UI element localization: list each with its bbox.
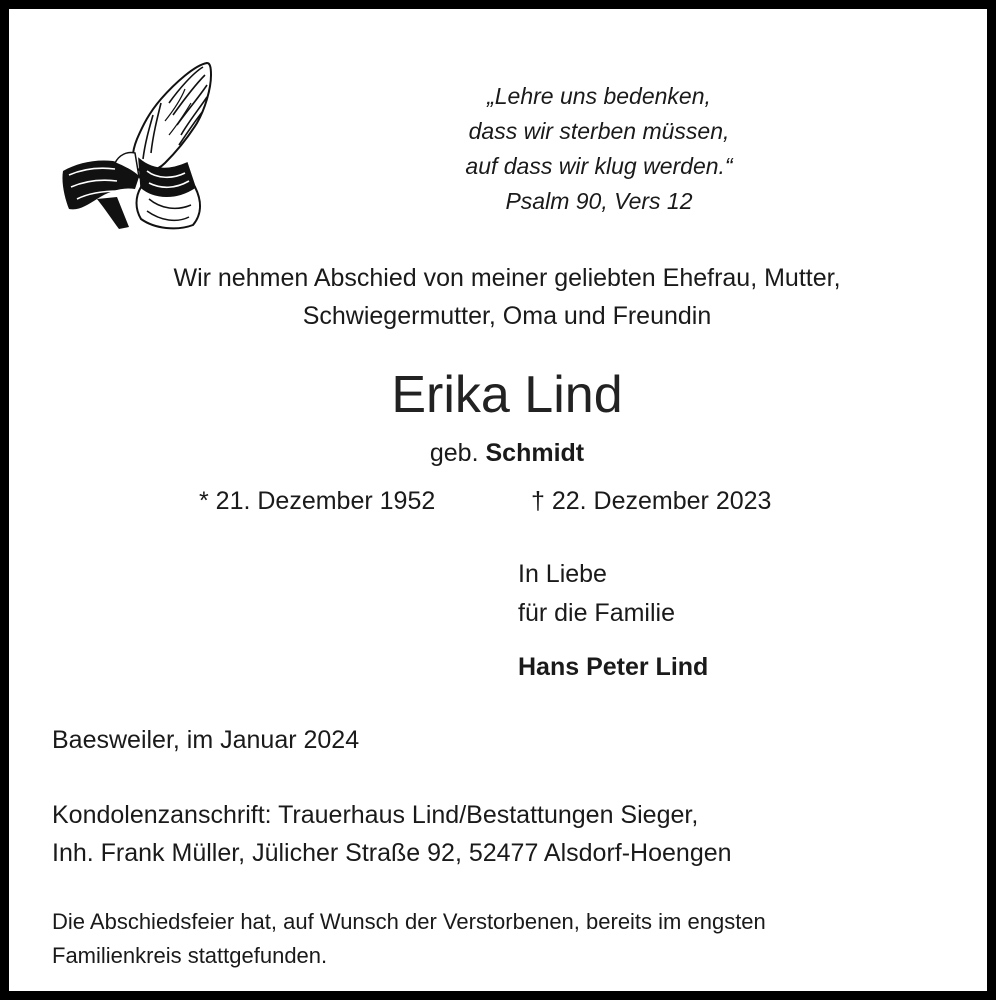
born-prefix: geb. [429,439,479,467]
address-line: Kondolenzanschrift: Trauerhaus Lind/Bestattungen Sieger, [52,801,699,829]
ceremony-note [52,905,766,973]
note-line: Die Abschiedsfeier hat, auf Wunsch der Verstorbenen, bereits im engsten [52,909,766,934]
quote-line: dass wir sterben müssen, [468,118,730,144]
death-date: † 22. Dezember 2023 [531,487,772,515]
signature-line: für die Familie [518,599,675,627]
quote-line: auf dass wir klug werden.“ [465,153,733,179]
condolence-address [52,796,732,872]
praying-hands-icon [57,59,213,231]
signature-block [518,555,675,633]
signer-name: Hans Peter Lind [518,653,709,681]
note-line: Familienkreis stattgefunden. [52,943,328,968]
farewell-intro [9,259,996,335]
psalm-quote [389,79,809,219]
quote-line: „Lehre uns bedenken, [487,83,711,109]
address-line: Inh. Frank Müller, Jülicher Straße 92, 52477 Alsdorf-Hoengen [52,839,732,867]
deceased-name: Erika Lind [391,366,623,424]
intro-line: Schwiegermutter, Oma und Freundin [302,302,712,330]
place-date: Baesweiler, im Januar 2024 [52,726,360,754]
quote-source: Psalm 90, Vers 12 [505,188,693,214]
birth-date: * 21. Dezember 1952 [199,487,436,515]
intro-line: Wir nehmen Abschied von meiner geliebten Ehefrau, Mutter, [173,264,841,292]
signature-line: In Liebe [518,560,607,588]
maiden-name: Schmidt [485,439,585,467]
maiden-name-line [9,435,996,471]
